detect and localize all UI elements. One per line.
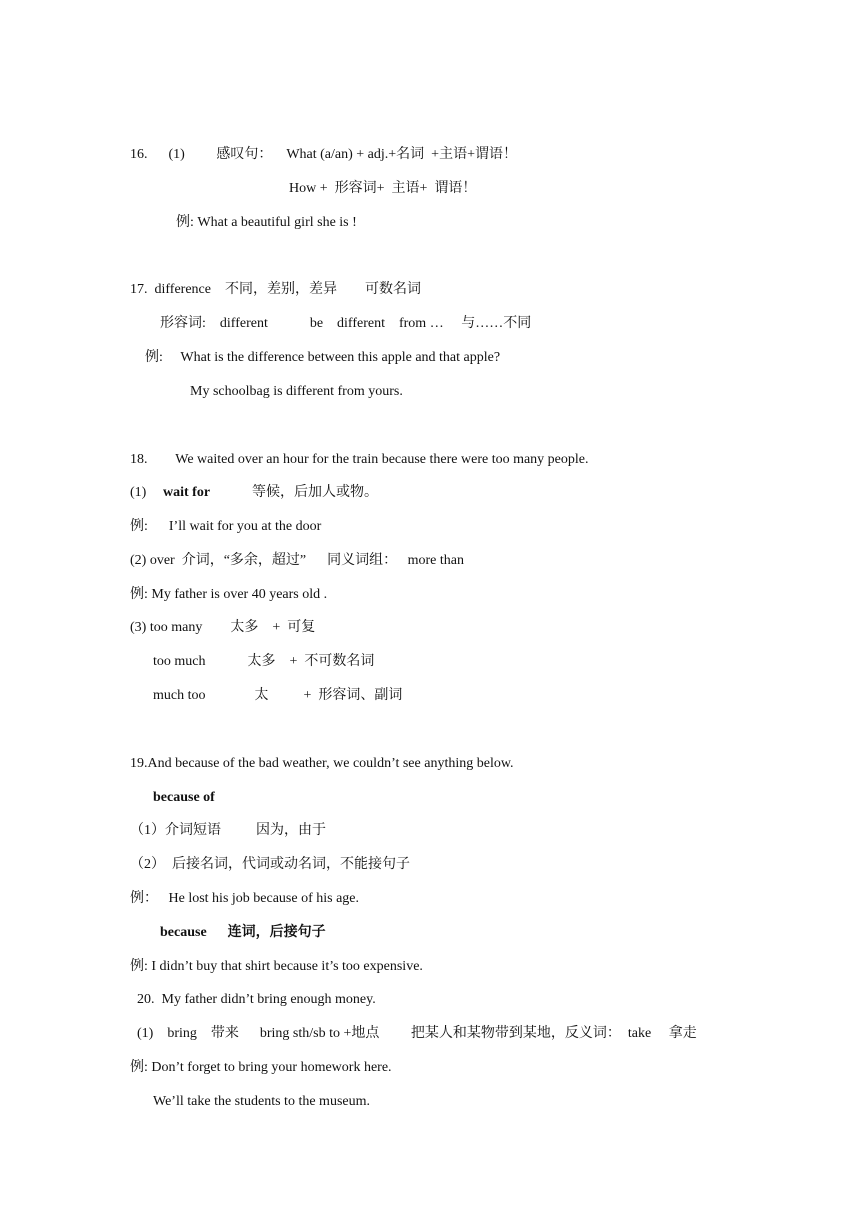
- item-17-line-1: 17. difference 不同，差别，差异 可数名词: [130, 282, 421, 297]
- item-16-line-2: How + 形容词+ 主语+ 谓语！: [289, 181, 477, 196]
- item-16-line-1: 16. (1) 感叹句： What (a/an) + adj.+名词 +主语+谓语！: [130, 147, 517, 162]
- item-17-example-2: My schoolbag is different from yours.: [190, 384, 403, 399]
- item-18-point-3-sub-1: too much 太多 + 不可数名词: [153, 654, 375, 669]
- item-20-point-1: (1) bring 带来 bring sth/sb to +地点 把某人和某物带到某地，反义词： take 拿走: [137, 1026, 697, 1041]
- item-18-point-2: (2) over 介词，“多余，超过” 同义词组： more than: [130, 553, 464, 568]
- item-18-example-2: 例: My father is over 40 years old .: [130, 587, 328, 602]
- item-19-phrase-heading: because of: [153, 790, 215, 805]
- item-20-example-1: 例: Don’t forget to bring your homework here.: [130, 1060, 392, 1075]
- item-18-point-3-sub-2: much too 太 + 形容词、副词: [153, 688, 403, 703]
- item-17-line-2: 形容词: different be different from … 与……不同: [160, 316, 532, 331]
- item-20-sentence: 20. My father didn’t bring enough money.: [137, 992, 376, 1007]
- item-16-example: 例: What a beautiful girl she is !: [176, 215, 357, 230]
- item-18-point-1-phrase: wait for: [163, 485, 211, 500]
- item-19-sentence: 19.And because of the bad weather, we couldn’t see anything below.: [130, 756, 514, 771]
- item-19-point-2: （2） 后接名词，代词或动名词，不能接句子: [130, 857, 410, 872]
- item-18-sentence: 18. We waited over an hour for the train because there were too many people.: [130, 452, 589, 467]
- item-18-example-1: 例: I’ll wait for you at the door: [130, 519, 322, 534]
- item-19-example-1: 例： He lost his job because of his age.: [130, 891, 360, 906]
- item-19-example-2: 例: I didn’t buy that shirt because it’s too expensive.: [130, 959, 423, 974]
- item-19-point-1: （1）介词短语 因为，由于: [130, 823, 326, 838]
- item-20-example-2: We’ll take the students to the museum.: [153, 1094, 370, 1109]
- item-17-example-1: 例: What is the difference between this apple and that apple?: [145, 350, 501, 365]
- item-18-point-1-number: (1): [130, 485, 157, 500]
- item-18-point-3: (3) too many 太多 + 可复: [130, 620, 316, 635]
- item-19-because-heading: because 连词，后接句子: [160, 925, 326, 940]
- item-18-point-1-meaning: 等候，后加人或物。: [252, 485, 378, 500]
